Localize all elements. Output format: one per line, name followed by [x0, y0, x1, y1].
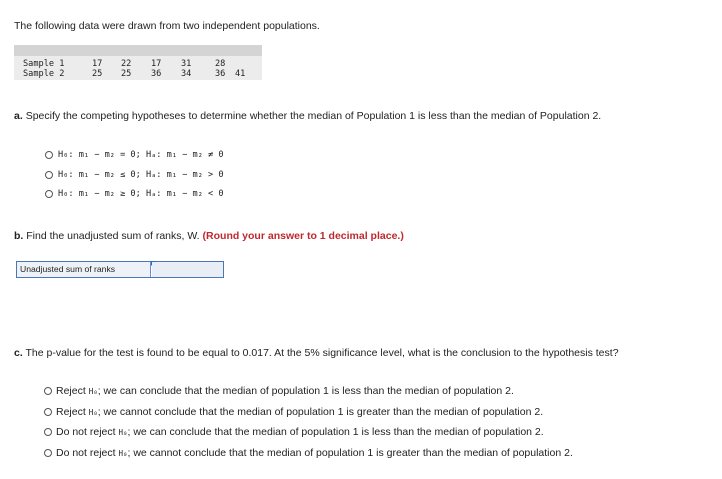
radio-button[interactable]	[44, 449, 52, 457]
radio-button[interactable]	[45, 151, 53, 159]
conclusion-lead: Do not reject	[56, 426, 116, 438]
sample-value: 36	[215, 69, 226, 79]
conclusion-label	[56, 384, 514, 399]
sample-2-row	[14, 69, 262, 80]
answer-row	[16, 261, 224, 278]
part-b-text: Find the unadjusted sum of ranks, W.	[26, 230, 200, 242]
part-c-text: The p-value for the test is found to be equal to 0.017. At the 5% significance level, what is the conclusion to the hypothesis test?	[25, 347, 619, 359]
conclusion-rest: ; we can conclude that the median of population 1 is less than the median of population 2.	[127, 426, 544, 438]
hypothesis-label: H₀: m₁ − m₂ = 0; Hₐ: m₁ − m₂ ≠ 0	[58, 150, 224, 160]
conclusion-label	[56, 425, 544, 440]
h0-symbol: H₀	[118, 428, 128, 437]
conclusion-lead: Do not reject	[56, 447, 116, 459]
answer-label: Unadjusted sum of ranks	[17, 262, 151, 277]
intro-text: The following data were drawn from two independent populations.	[14, 20, 320, 32]
table-header-strip	[14, 45, 262, 56]
sample-value: 36	[151, 69, 162, 79]
part-b-prefix: b.	[14, 230, 24, 242]
part-a-prefix: a.	[14, 110, 23, 122]
h0-symbol: H₀	[118, 449, 128, 458]
sum-of-ranks-input[interactable]	[152, 262, 223, 277]
part-c-prefix: c.	[14, 347, 23, 359]
radio-button[interactable]	[44, 387, 52, 395]
part-c-question	[14, 347, 619, 359]
sample-value: 34	[181, 69, 192, 79]
h0-symbol: H₀	[88, 387, 98, 396]
radio-button[interactable]	[44, 408, 52, 416]
sample-label: Sample 1	[23, 59, 65, 69]
sample-value: 17	[92, 59, 103, 69]
part-a-text: Specify the competing hypotheses to determine whether the median of Population 1 is less than the median of Population 2.	[25, 110, 602, 122]
conclusion-lead: Reject	[56, 385, 86, 397]
radio-button[interactable]	[44, 428, 52, 436]
conclusion-lead: Reject	[56, 406, 86, 418]
radio-button[interactable]	[45, 190, 53, 198]
sample-value: 22	[121, 59, 132, 69]
hypothesis-label: H₀: m₁ − m₂ ≥ 0; Hₐ: m₁ − m₂ < 0	[58, 189, 224, 199]
data-table	[14, 45, 262, 80]
sample-value: 31	[181, 59, 192, 69]
sample-value: 17	[151, 59, 162, 69]
conclusion-rest: ; we can conclude that the median of population 1 is less than the median of population 2.	[97, 385, 514, 397]
h0-symbol: H₀	[88, 408, 98, 417]
part-a-question	[14, 110, 601, 122]
conclusion-rest: ; we cannot conclude that the median of population 1 is greater than the median of population 2.	[97, 406, 544, 418]
hypothesis-label: H₀: m₁ − m₂ ≤ 0; Hₐ: m₁ − m₂ > 0	[58, 170, 224, 180]
sample-value: 28	[215, 59, 226, 69]
sample-value: 25	[121, 69, 132, 79]
sample-value: 25	[92, 69, 103, 79]
rounding-instruction: (Round your answer to 1 decimal place.)	[202, 230, 404, 242]
conclusion-label	[56, 446, 573, 461]
sample-label: Sample 2	[23, 69, 65, 79]
conclusion-rest: ; we cannot conclude that the median of population 1 is greater than the median of population 2.	[127, 447, 573, 459]
sample-value: 41	[235, 69, 246, 79]
radio-button[interactable]	[45, 171, 53, 179]
part-b-question	[14, 230, 404, 242]
conclusion-label	[56, 405, 543, 420]
